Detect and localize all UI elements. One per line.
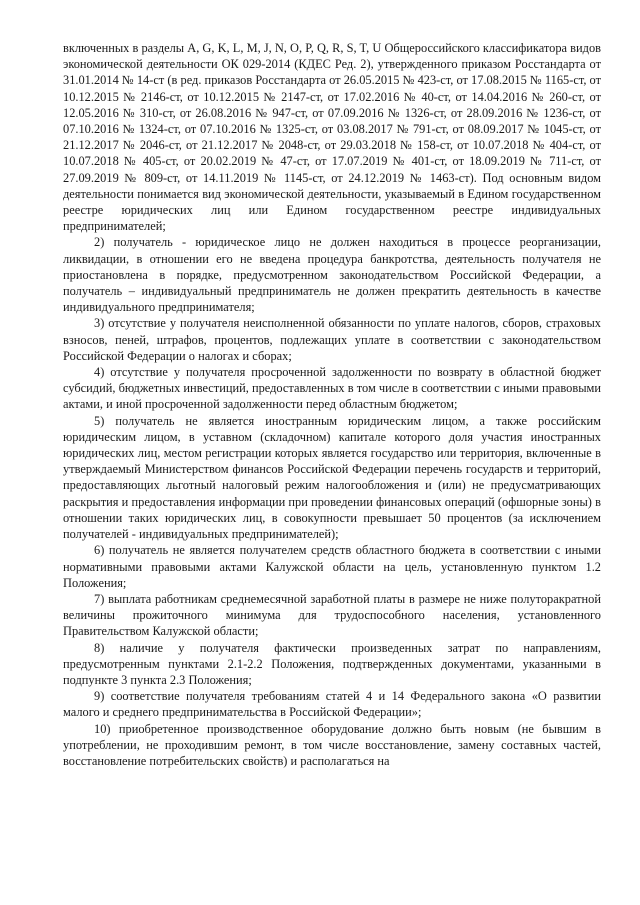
paragraph-item-5: 5) получатель не является иностранным юридическим лицом, а также российским юридическим лицом, в уставном (складочном) капитале которого доля участия иностранных юридических лиц, местом регистрации которых является государство или территория, включенные в утверждаемый Министерством финансов Российской Федерации перечень государств и территорий, предоставляющих льготный налоговый режим налогообложения и (или) не предусматривающих раскрытия и предоставления информации при проведении финансовых операций (офшорные зоны) в отношении таких юридических лиц, в совокупности превышает 50 процентов (за исключением получателей - индивидуальных предпринимателей); [63, 413, 601, 542]
paragraph-item-10: 10) приобретенное производственное оборудование должно быть новым (не бывшим в употреблении, не проходившим ремонт, в том числе восстановление, замену составных частей, восстановление потребительских свойств) и располагаться на [63, 721, 601, 768]
paragraph-item-8: 8) наличие у получателя фактически произведенных затрат по направлениям, предусмотренным пунктами 2.1-2.2 Положения, подтвержденных документами, указанными в подпункте 3 пункта 2.3 Положения; [63, 640, 601, 687]
paragraph-item-6: 6) получатель не является получателем средств областного бюджета в соответствии с иными нормативными правовыми актами Калужской области на цель, установленную пунктом 1.2 Положения; [63, 543, 601, 590]
document-page [63, 40, 601, 769]
paragraph-item-2: 2) получатель - юридическое лицо не должен находиться в процессе реорганизации, ликвидации, в отношении его не введена процедура банкротства, деятельность получателя не приостановлена в порядке, предусмотренном законодательством Российской Федерации, а получатель – индивидуальный предприниматель не должен прекратить деятельность в качестве индивидуального предпринимателя; [63, 235, 601, 315]
paragraph-item-9: 9) соответствие получателя требованиям статей 4 и 14 Федерального закона «О развитии малого и среднего предпринимательства в Российской Федерации»; [63, 689, 601, 720]
paragraph-item-7: 7) выплата работникам среднемесячной заработной платы в размере не ниже полуторакратной величины прожиточного минимума для трудоспособного населения, установленного Правительством Калужской области; [63, 591, 601, 639]
paragraph-item-4: 4) отсутствие у получателя просроченной задолженности по возврату в областной бюджет субсидий, бюджетных инвестиций, предоставленных в том числе в соответствии с иными правовыми актами, и иной просроченной задолженности перед областным бюджетом; [63, 365, 601, 412]
paragraph-item-3: 3) отсутствие у получателя неисполненной обязанности по уплате налогов, сборов, страховых взносов, пеней, штрафов, процентов, подлежащих уплате в соответствии с законодательством Российской Федерации о налогах и сборах; [63, 316, 601, 363]
paragraph-continuation: включенных в разделы A, G, K, L, M, J, N, O, P, Q, R, S, T, U Общероссийского классификатора видов экономической деятельности ОК 029-2014 (КДЕС Ред. 2), утвержденного приказом Росстандарта от 31.01.2014 № 14-ст (в ред. приказов Росстандарта от 26.05.2015 № 423-ст, от 17.08.2015 № 1165-ст, от 10.12.2015 № 2146-ст, от 10.12.2015 № 2147-ст, от 17.02.2016 № 40-ст, от 14.04.2016 № 260-ст, от 12.05.2016 № 310-ст, от 26.08.2016 № 947-ст, от 07.09.2016 № 1326-ст, от 28.09.2016 № 1236-ст, от 07.10.2016 № 1324-ст, от 07.10.2016 № 1325-ст, от 03.08.2017 № 791-ст, от 08.09.2017 № 1045-ст, от 21.12.2017 № 2046-ст, от 21.12.2017 № 2048-ст, от 29.03.2018 № 158-ст, от 10.07.2018 № 404-ст, от 10.07.2018 № 405-ст, от 20.02.2019 № 47-ст, от 17.07.2019 № 401-ст, от 18.09.2019 № 711-ст, от 27.09.2019 № 809-ст, от 14.11.2019 № 1145-ст, от 24.12.2019 № 1463-ст). Под основным видом деятельности понимается вид экономической деятельности, указываемый в Едином государственном реестре юридических лиц или Едином государственном реестре индивидуальных предпринимателей; [63, 41, 601, 234]
